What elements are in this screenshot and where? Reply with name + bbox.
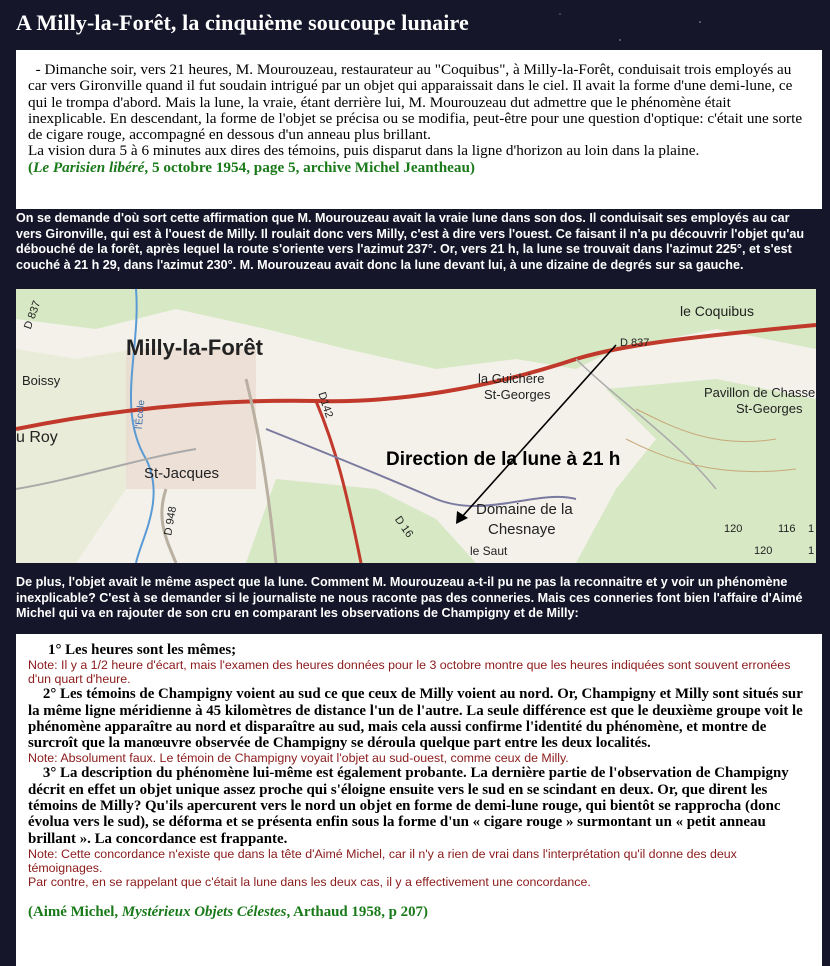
map-label-boissy: Boissy: [22, 373, 61, 388]
map-label-pavillon: Pavillon de Chasse: [704, 385, 816, 400]
road-label-d837-west: D 837: [22, 299, 44, 331]
point-3: 3° La description du phénomène lui-même est également probante. La dernière partie de l'observation de Champigny décrit en effet un objet unique assez proche qui s'éloigne ensuite vers le sud en se scindant en deux. Or, que dirent les témoins de Milly? Qu'ils apercurent vers le nord un objet en forme de demi-lune rouge, qui bientôt se rapprocha (donc évolua vers le sud), se déforma et se présenta enfin sous la forme d'un « cigare rouge » surmontant un « petit anneau brillant ». La concordance est frappante.: [28, 765, 789, 847]
map-label-chesnaye: Chesnaye: [488, 521, 556, 538]
elevation-116: 116: [778, 523, 796, 535]
moon-direction-label: Direction de la lune à 21 h: [386, 449, 621, 470]
point-2: 2° Les témoins de Champigny voient au sud ce que ceux de Milly voient au nord. Or, Champigny et Milly sont situés sur la même ligne méridienne à 45 kilomètres de distance l'un de l'autre. La seule différence est que le deuxième groupe voit le phénomène apparaître au nord et disparaître au sud, mais cela aussi confirme l'identité du phénomène, et montre de surcroît que la manœuvre observée de Champigny se déroula quelque part entre les deux localités.: [28, 686, 803, 752]
newspaper-quote: [16, 50, 822, 209]
river-label: l'École: [133, 399, 148, 430]
quote-text: - Dimanche soir, vers 21 heures, M. Mourouzeau, restaurateur au "Coquibus", à Milly-la-Forêt, conduisait trois employés au car vers Gironville quand il fut soudain intrigué par un objet qui apparaissait dans le ciel. Il avait la forme d'une demi-lune, ce qui le trompa d'abord. Mais la lune, la vraie, étant derrière lui, M. Mourouzeau dut admettre que le phénomène était inexplicable. En descendant, la forme de l'objet se précisa ou se modifia, peut-être pour une question d'optique: c'était une sorte de cigare rouge, accompagné en dessous d'un anneau plus brillant.: [28, 61, 803, 144]
elevation-1: 1: [808, 523, 815, 535]
elevation-120b: 120: [754, 545, 773, 557]
comment-moon-position: On se demande d'où sort cette affirmation que M. Mourouzeau avait la vraie lune dans son dos. Il conduisait ses employés au car vers Gironville, qui est à l'ouest de Milly. Il roulait donc vers Milly, c'est à dire vers l'ouest. Ce faisant il n'a pu découvrir l'objet qu'au débouché de la forêt, après lequel la route s'oriente vers l'azimut 237°. Or, vers 21 h, la lune se trouvait dans l'azimut 225°, et s'est couché à 21 h 29, dans l'azimut 230°. M. Mourouzeau avait donc la lune devant lui, à une dizaine de degrés sur sa gauche.: [16, 211, 805, 272]
quote-text-2: La vision dura 5 à 6 minutes aux dires des témoins, puis disparut dans la ligne d'horizon au loin dans la plaine.: [28, 142, 700, 160]
map-label-pavillon-st-georges: St-Georges: [736, 401, 803, 416]
elevation-1b: 1: [808, 545, 815, 557]
comment-moon-aspect: De plus, l'objet avait le même aspect que la lune. Comment M. Mourouzeau a-t-il pu ne pas la reconnaitre et y voir un phénomène inexplicable? C'est à se demander si le journaliste ne nous raconte pas des conneries. Mais ces conneries font bien l'affaire d'Aimé Michel qui va en rajouter de son cru en comparant les observations de Champigny et de Milly:: [16, 575, 803, 621]
road-label-d16: D 16: [392, 514, 416, 540]
map-label-guichere: la Guichère: [478, 371, 545, 386]
map-label-domaine: Domaine de la: [476, 501, 573, 518]
note-3b: Par contre, en se rappelant que c'était la lune dans les deux cas, il y a effectivement une concordance.: [28, 874, 591, 889]
map-label-st-georges: St-Georges: [484, 387, 551, 402]
point-1: 1° Les heures sont les mêmes;: [48, 642, 237, 658]
road-label-d142: D142: [315, 390, 335, 420]
road-label-d837: D 837: [620, 337, 650, 349]
map-label-roy: u Roy: [16, 429, 58, 446]
map-label-coquibus: le Coquibus: [680, 303, 754, 319]
map-label-le-saut: le Saut: [470, 544, 508, 558]
elevation-120: 120: [724, 523, 743, 535]
road-label-d948: D 948: [162, 505, 180, 537]
aime-michel-quote: [16, 634, 822, 966]
page-title: A Milly-la-Forêt, la cinquième soucoupe lunaire: [16, 10, 469, 35]
map-label-milly: Milly-la-Forêt: [126, 335, 263, 360]
note-3: Note: Cette concordance n'existe que dans la tête d'Aimé Michel, car il n'y a rien de vrai dans l'interprétation qu'il donne des deux témoignages.: [28, 846, 737, 875]
note-1: Note: Il y a 1/2 heure d'écart, mais l'examen des heures données pour le 3 octobre montre que les heures indiquées sont souvent erronées d'un quart d'heure.: [28, 658, 791, 687]
note-2: Note: Absolument faux. Le témoin de Champigny voyait l'objet au sud-ouest, comme ceux de Milly.: [28, 751, 569, 766]
map-label-st-jacques: St-Jacques: [144, 465, 220, 482]
area-map: [16, 289, 816, 563]
quote-source: (Le Parisien libéré, 5 octobre 1954, page 5, archive Michel Jeantheau): [28, 158, 475, 176]
quote-source-2: (Aimé Michel, Mystérieux Objets Célestes, Arthaud 1958, p 207): [28, 903, 428, 920]
